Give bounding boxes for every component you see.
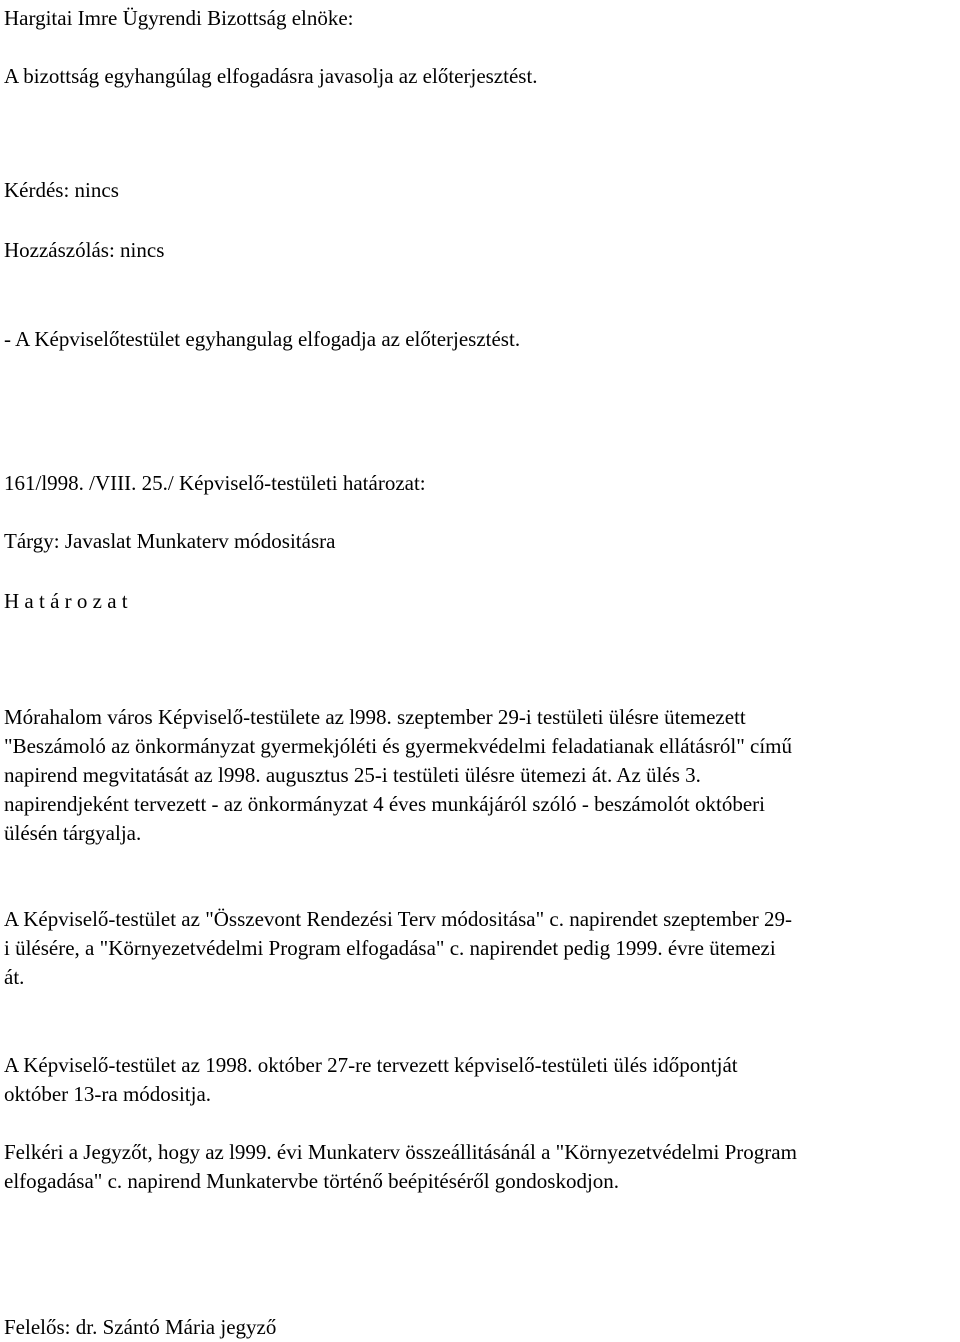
paragraph-line: elfogadása" c. napirend Munkatervbe történő beépitéséről gondoskodjon. xyxy=(4,1169,620,1193)
resolution-paragraph-3 xyxy=(4,1051,959,1109)
question-line: Kérdés: nincs xyxy=(4,178,119,202)
paragraph-line: A Képviselő-testület az 1998. október 27-re tervezett képviselő-testületi ülés időpontját xyxy=(4,1053,738,1077)
paragraph-line: ülésén tárgyalja. xyxy=(4,821,142,845)
resolution-paragraph-2 xyxy=(4,905,959,992)
resolution-number: 161/l998. /VIII. 25./ Képviselő-testületi határozat: xyxy=(4,471,426,495)
committee-recommendation: A bizottság egyhangúlag elfogadásra javasolja az előterjesztést. xyxy=(4,64,538,88)
comment-line: Hozzászólás: nincs xyxy=(4,238,165,262)
resolution-heading: H a t á r o z a t xyxy=(4,589,128,613)
paragraph-line: át. xyxy=(4,965,25,989)
paragraph-line: Felkéri a Jegyzőt, hogy az l999. évi Munkaterv összeállitásánál a "Környezetvédelmi Program xyxy=(4,1140,797,1164)
resolution-subject: Tárgy: Javaslat Munkaterv módositásra xyxy=(4,529,336,553)
paragraph-line: október 13-ra módositja. xyxy=(4,1082,212,1106)
paragraph-line: napirendjeként tervezett - az önkormányzat 4 éves munkájáról szóló - beszámolót októberi xyxy=(4,792,765,816)
council-decision: - A Képviselőtestület egyhangulag elfogadja az előterjesztést. xyxy=(4,327,521,351)
paragraph-line: Mórahalom város Képviselő-testülete az l998. szeptember 29-i testületi ülésre ütemezett xyxy=(4,705,746,729)
resolution-paragraph-1 xyxy=(4,703,959,848)
paragraph-line: "Beszámoló az önkormányzat gyermekjóléti és gyermekvédelmi feladatianak ellátásról" című xyxy=(4,734,793,758)
paragraph-line: i ülésére, a "Környezetvédelmi Program elfogadása" c. napirendet pedig 1999. évre ütemezi xyxy=(4,936,776,960)
responsible-person: Felelős: dr. Szántó Mária jegyző xyxy=(4,1315,277,1339)
chair-heading: Hargitai Imre Ügyrendi Bizottság elnöke: xyxy=(4,6,354,30)
resolution-paragraph-4 xyxy=(4,1138,959,1196)
paragraph-line: napirend megvitatását az l998. augusztus 25-i testületi ülésre ütemezi át. Az ülés 3. xyxy=(4,763,701,787)
paragraph-line: A Képviselő-testület az "Összevont Rendezési Terv módositása" c. napirendet szeptember 29- xyxy=(4,907,792,931)
